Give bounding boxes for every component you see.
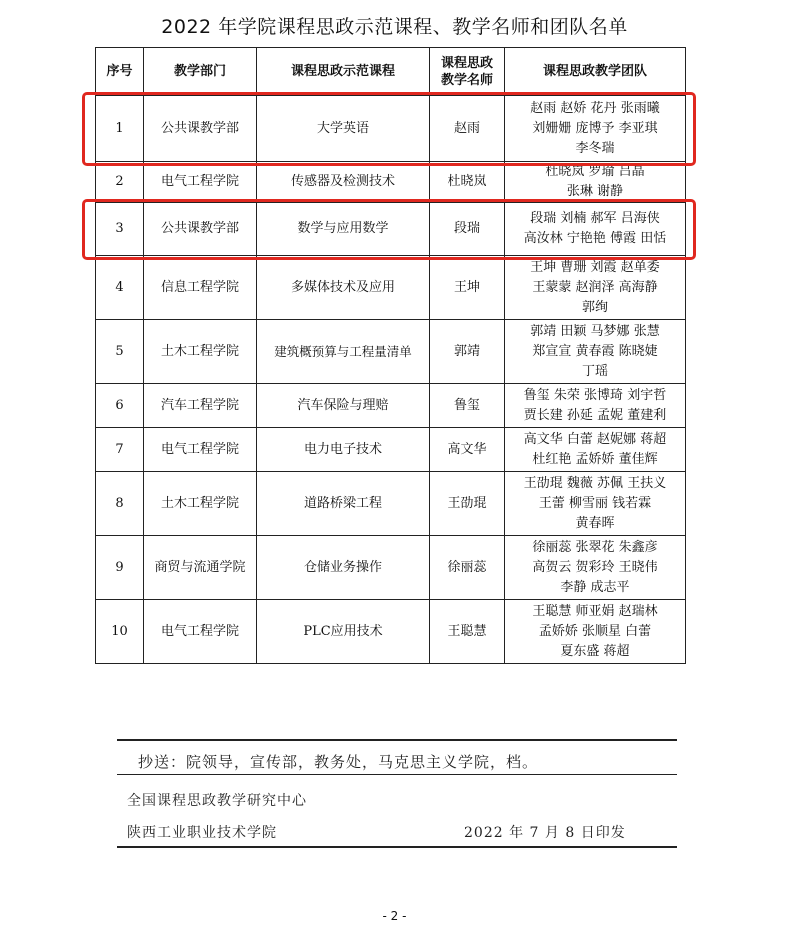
- teacher-cell: 王聪慧: [430, 600, 505, 664]
- teacher-cell: 鲁玺: [430, 384, 505, 428]
- footer-rule-top: [117, 739, 677, 741]
- document-title: 2022 年学院课程思政示范课程、教学名师和团队名单: [161, 16, 628, 38]
- course-cell: 多媒体技术及应用: [257, 256, 430, 320]
- course-cell: 大学英语: [257, 96, 430, 162]
- team-cell: 郭靖 田颖 马梦娜 张慧 郑宣宣 黄春霞 陈晓婕 丁瑶: [505, 320, 686, 384]
- table-row: [96, 96, 686, 162]
- team-cell: 王劭琨 魏薇 苏佩 王扶义 王蕾 柳雪丽 钱若霖 黄春晖: [505, 472, 686, 536]
- team-cell: 高文华 白蕾 赵妮娜 蒋超 杜红艳 孟娇娇 董佳辉: [505, 428, 686, 472]
- roster-table: [95, 47, 686, 664]
- teacher-cell: 郭靖: [430, 320, 505, 384]
- table-row: [96, 536, 686, 600]
- course-cell: 汽车保险与理赔: [257, 384, 430, 428]
- department-cell: 电气工程学院: [144, 162, 257, 203]
- issuing-org-1: 全国课程思政教学研究中心: [127, 793, 307, 809]
- department-cell: 电气工程学院: [144, 600, 257, 664]
- teacher-cell: 王劭琨: [430, 472, 505, 536]
- footer-rule-middle: [117, 774, 677, 775]
- teacher-cell: 王坤: [430, 256, 505, 320]
- table-row: [96, 428, 686, 472]
- team-cell: 王坤 曹珊 刘霞 赵单委 王蒙蒙 赵润泽 高海静 郭绚: [505, 256, 686, 320]
- team-cell: 杜晓岚 罗瑜 吕晶 张琳 谢静: [505, 162, 686, 203]
- row-number: 7: [96, 428, 144, 472]
- team-cell: 赵雨 赵娇 花丹 张雨曦 刘姗姗 庞博予 李亚琪 李冬瑞: [505, 96, 686, 162]
- page-number: - 2 -: [382, 909, 407, 923]
- team-cell: 徐丽蕊 张翠花 朱鑫彦 高贺云 贺彩玲 王晓伟 李静 成志平: [505, 536, 686, 600]
- department-cell: 信息工程学院: [144, 256, 257, 320]
- team-cell: 段瑞 刘楠 郝军 吕海侠 高汝林 宁艳艳 傅霞 田恬: [505, 203, 686, 256]
- row-number: 3: [96, 203, 144, 256]
- issuing-org-2: 陕西工业职业技术学院: [127, 825, 277, 841]
- department-cell: 土木工程学院: [144, 472, 257, 536]
- team-cell: 王聪慧 师亚娟 赵瑞林 孟娇娇 张顺星 白蕾 夏东盛 蒋超: [505, 600, 686, 664]
- table-body: [96, 96, 686, 664]
- col-header-team: 课程思政教学团队: [505, 48, 686, 96]
- teacher-cell: 赵雨: [430, 96, 505, 162]
- row-number: 10: [96, 600, 144, 664]
- department-cell: 电气工程学院: [144, 428, 257, 472]
- teacher-cell: 杜晓岚: [430, 162, 505, 203]
- row-number: 6: [96, 384, 144, 428]
- table-row: [96, 472, 686, 536]
- table-row: [96, 384, 686, 428]
- department-cell: 公共课教学部: [144, 203, 257, 256]
- table-row: [96, 600, 686, 664]
- row-number: 9: [96, 536, 144, 600]
- table-row: [96, 320, 686, 384]
- course-cell: 传感器及检测技术: [257, 162, 430, 203]
- footer-rule-bottom: [117, 846, 677, 848]
- row-number: 8: [96, 472, 144, 536]
- course-cell: PLC应用技术: [257, 600, 430, 664]
- teacher-cell: 徐丽蕊: [430, 536, 505, 600]
- department-cell: 土木工程学院: [144, 320, 257, 384]
- cc-line: 抄送：院领导，宣传部，教务处，马克思主义学院，档。: [138, 753, 539, 771]
- course-cell: 建筑概预算与工程量清单: [257, 320, 430, 384]
- department-cell: 商贸与流通学院: [144, 536, 257, 600]
- row-number: 4: [96, 256, 144, 320]
- row-number: 1: [96, 96, 144, 162]
- issue-date: 2022 年 7 月 8 日印发: [464, 825, 626, 841]
- course-cell: 仓储业务操作: [257, 536, 430, 600]
- table-row: [96, 203, 686, 256]
- table-row: [96, 256, 686, 320]
- department-cell: 公共课教学部: [144, 96, 257, 162]
- col-header-teacher: 课程思政 教学名师: [430, 48, 505, 96]
- teacher-cell: 段瑞: [430, 203, 505, 256]
- row-number: 5: [96, 320, 144, 384]
- course-cell: 数学与应用数学: [257, 203, 430, 256]
- row-number: 2: [96, 162, 144, 203]
- col-header-number: 序号: [96, 48, 144, 96]
- department-cell: 汽车工程学院: [144, 384, 257, 428]
- course-cell: 道路桥梁工程: [257, 472, 430, 536]
- col-header-course: 课程思政示范课程: [257, 48, 430, 96]
- teacher-cell: 高文华: [430, 428, 505, 472]
- col-header-department: 教学部门: [144, 48, 257, 96]
- team-cell: 鲁玺 朱荣 张博琦 刘宇哲 贾长建 孙延 孟妮 董建利: [505, 384, 686, 428]
- course-cell: 电力电子技术: [257, 428, 430, 472]
- table-row: [96, 162, 686, 203]
- table-header-row: [96, 48, 686, 96]
